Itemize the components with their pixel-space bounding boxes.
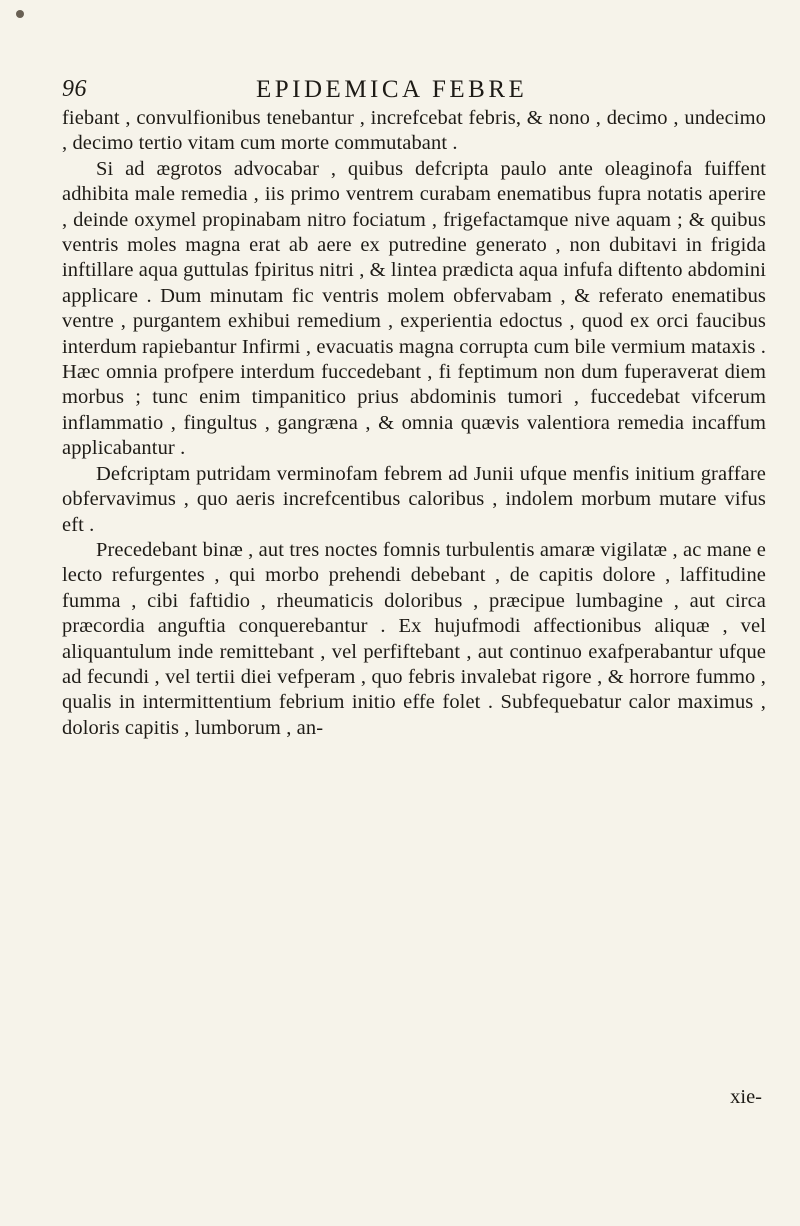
running-head: EPIDEMICA FEBRE [256, 76, 528, 103]
page-number: 96 [62, 76, 87, 102]
body-text [62, 106, 766, 741]
page-header [62, 76, 752, 110]
catchword: xie- [730, 1086, 762, 1108]
ink-spot-decoration [16, 10, 24, 18]
paragraph-2: Si ad ægrotos advocabar , quibus defcripta paulo ante oleaginofa fuiffent adhibita male remedia , iis primo ventrem curabam enematibus fupra notatis aperire , deinde oxymel propinabam nitro fociatum , frigefactamque nive aquam ; & quibus ventris moles magna erat ab aere ex putredine generato , non dubitavi in frigida inftillare aqua guttulas fpiritus nitri , & lintea prædicta aqua infufa diftento abdomini applicare . Dum minutam fic ventris molem obfervabam , & referato enematibus ventre , purgantem exhibui remedium , experientia edoctus , quod ex orci faucibus interdum rapiebantur Infirmi , evacuatis magna corrupta cum bile vermium mataxis . Hæc omnia profpere interdum fuccedebant , fi feptimum non dum fuperaverat diem morbus ; tunc enim timpanitico prius abdominis tumori , fuccedebat vifcerum inflammatio , fingultus , gangræna , & omnia quævis valentiora remedia incaffum applicabantur . [62, 157, 767, 460]
paragraph-1: fiebant , convulfionibus tenebantur , increfcebat febris, & nono , decimo , undecimo , decimo tertio vitam cum morte commutabant . [62, 107, 766, 155]
paragraph-3: Defcriptam putridam verminofam febrem ad Junii ufque menfis initium graffare obfervavimus , quo aeris increfcentibus caloribus , indolem morbum mutare vifus eft . [62, 462, 766, 536]
paragraph-4: Precedebant binæ , aut tres noctes fomnis turbulentis amaræ vigilatæ , ac mane e lecto refurgentes , qui morbo prehendi debebant , de capitis dolore , laffitudine fumma , cibi faftidio , rheumaticis doloribus , præcipue lumbagine , aut circa præcordia anguftia conquerebantur . Ex hujufmodi affectionibus aliquæ , vel aliquantulum inde remittebant , vel perfiftebant , aut continuo exafperabantur ufque ad fecundi , vel tertii diei vefperam , quo febris invalebat rigore , & horrore fummo , qualis in intermittentium febrium initio effe folet . Subfequebatur calor maximus , doloris capitis , lumborum , an- [62, 538, 766, 739]
